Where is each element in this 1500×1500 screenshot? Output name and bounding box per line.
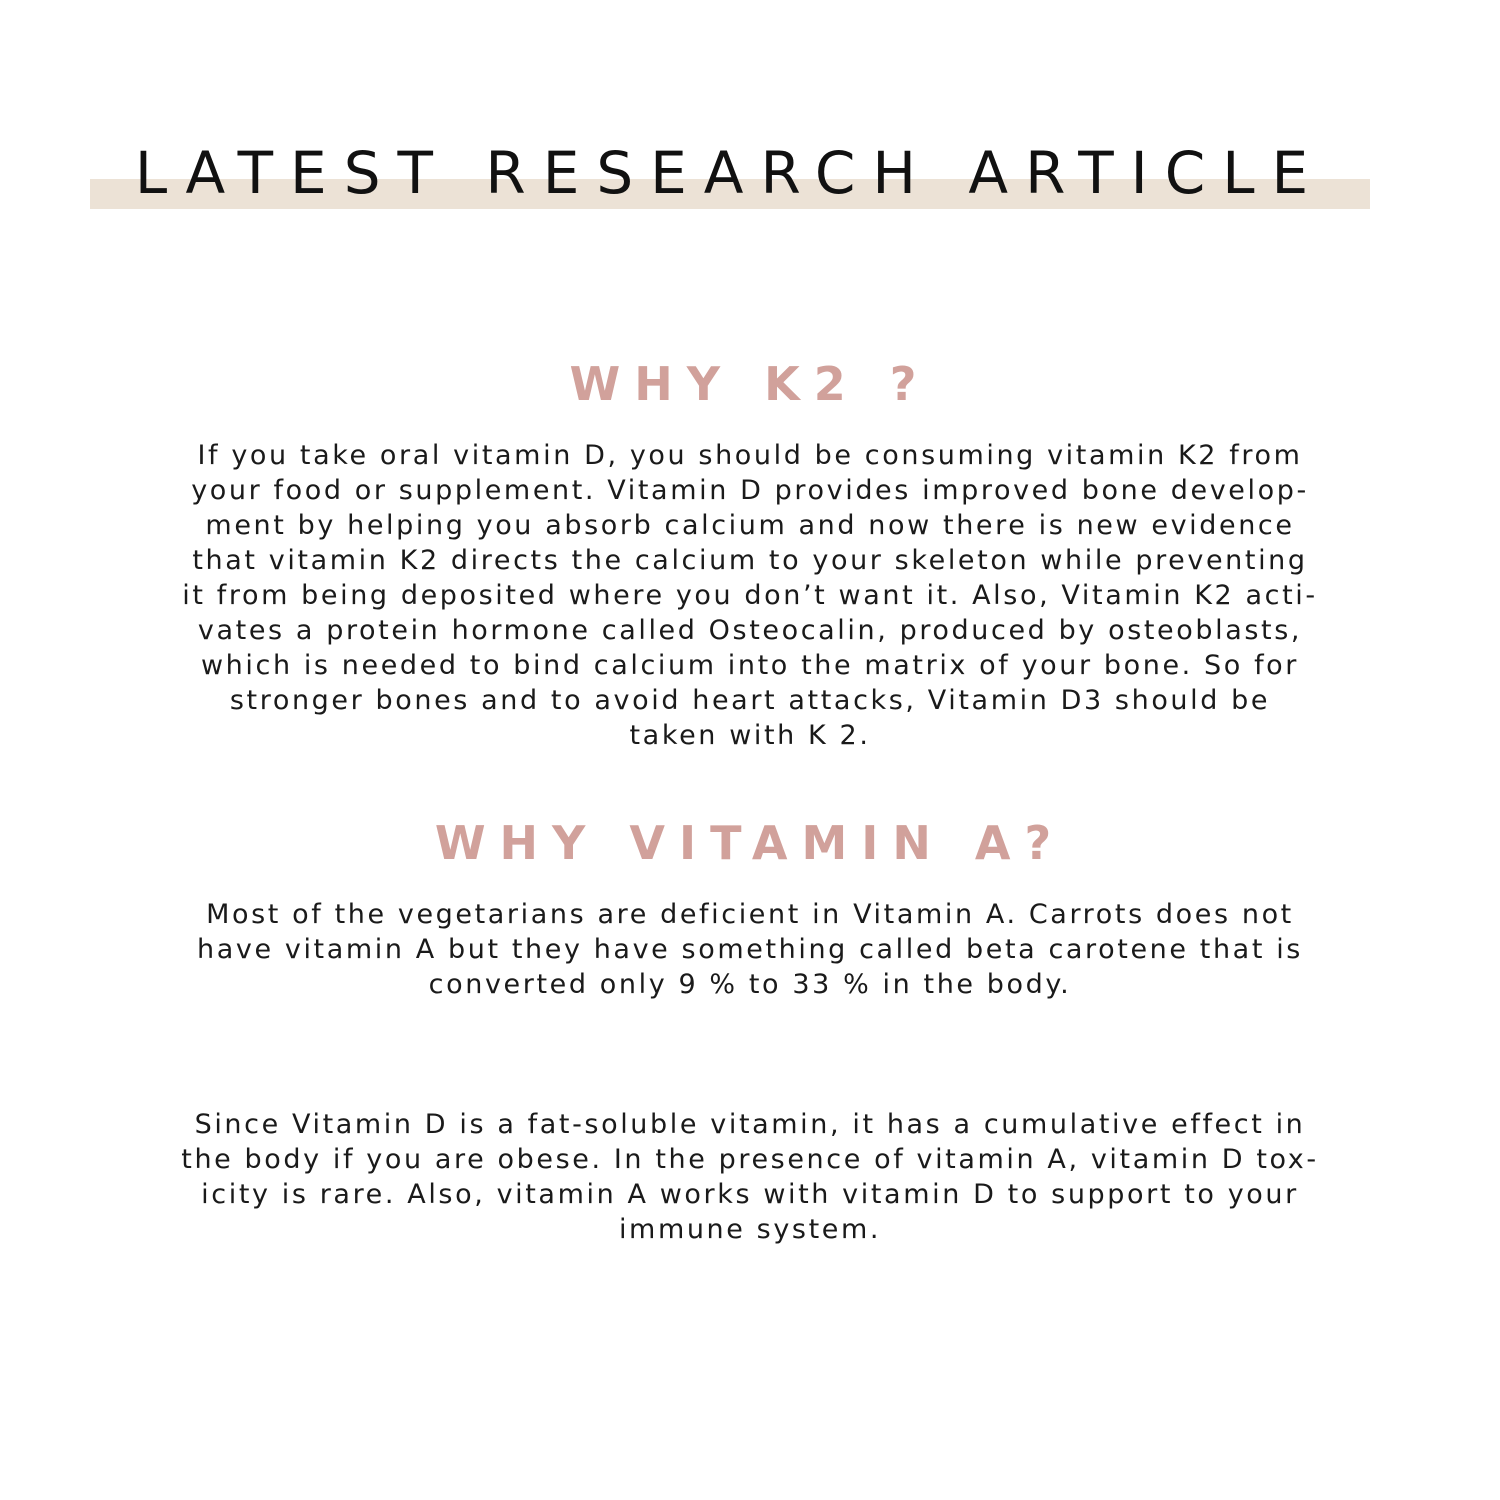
- page-title: LATEST RESEARCH ARTICLE: [134, 139, 1326, 207]
- body-line: vates a protein hormone called Osteocalin, produced by osteoblasts,: [197, 615, 1303, 646]
- section-heading-k2: WHY K2 ?: [569, 357, 931, 411]
- section-body-vitamin-a-2: [100, 1107, 1400, 1247]
- body-line: Since Vitamin D is a fat-soluble vitamin, it has a cumulative effect in: [194, 1109, 1306, 1140]
- body-line: icity is rare. Also, vitamin A works with vitamin D to support to your: [201, 1179, 1299, 1210]
- body-line: your food or supplement. Vitamin D provides improved bone develop-: [191, 475, 1309, 506]
- body-line: If you take oral vitamin D, you should be consuming vitamin K2 from: [197, 440, 1303, 471]
- section-heading-vitamin-a: WHY VITAMIN A?: [434, 816, 1066, 870]
- body-line: which is needed to bind calcium into the matrix of your bone. So for: [201, 650, 1299, 681]
- section-body-k2: [100, 438, 1400, 753]
- body-line: that vitamin K2 directs the calcium to your skeleton while preventing: [192, 545, 1308, 576]
- body-line: have vitamin A but they have something called beta carotene that is: [197, 934, 1303, 965]
- body-line: stronger bones and to avoid heart attacks, Vitamin D3 should be: [229, 685, 1271, 716]
- body-line: taken with K 2.: [629, 720, 871, 751]
- section-body-vitamin-a-1: [100, 897, 1400, 1002]
- body-line: immune system.: [618, 1214, 882, 1245]
- body-line: ment by helping you absorb calcium and now there is new evidence: [205, 510, 1295, 541]
- body-line: converted only 9 % to 33 % in the body.: [428, 969, 1072, 1000]
- body-line: Most of the vegetarians are deficient in Vitamin A. Carrots does not: [206, 899, 1294, 930]
- body-line: the body if you are obese. In the presence of vitamin A, vitamin D tox-: [181, 1144, 1319, 1175]
- page-title-block: [90, 130, 1370, 220]
- body-line: it from being deposited where you don’t want it. Also, Vitamin K2 acti-: [182, 580, 1318, 611]
